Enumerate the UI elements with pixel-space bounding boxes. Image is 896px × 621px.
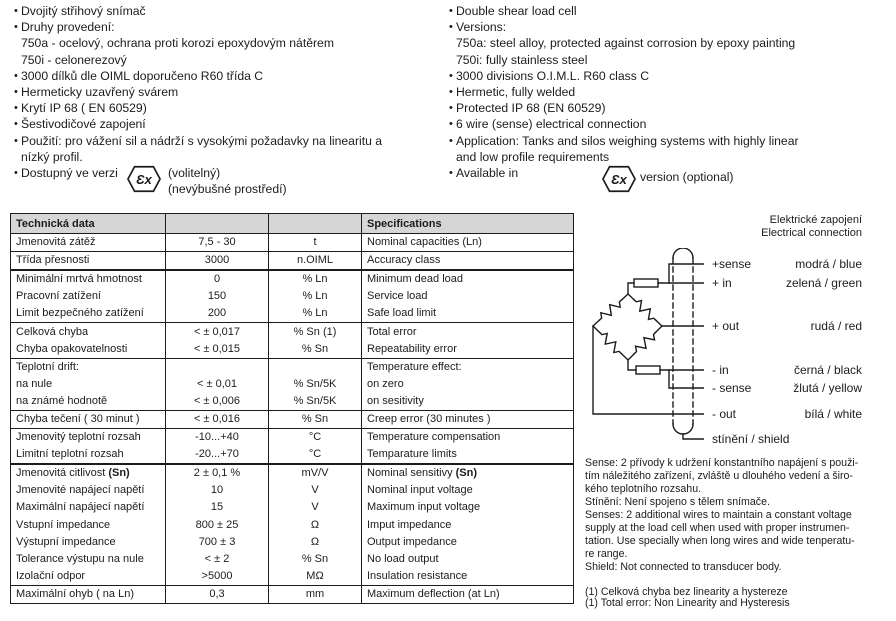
bullet-item	[443, 19, 895, 35]
bullet-dot: •	[449, 69, 453, 82]
bullet-dot: •	[14, 86, 18, 99]
header-czech: Technická data	[11, 214, 166, 234]
cell-value: 15	[166, 499, 269, 516]
bullet-dot: •	[14, 167, 18, 180]
cell-unit: % Sn/5K	[269, 376, 362, 393]
cell-czech-label: Minimální mrtvá hmotnost	[16, 273, 142, 286]
ex-version-suffix: version (optional)	[640, 170, 734, 185]
cell-czech-label: Teplotní drift:	[16, 360, 79, 373]
bullet-text: 3000 divisions O.I.M.L. R60 class C	[456, 68, 650, 83]
table-row	[11, 358, 574, 376]
cell-czech-label: Jmenovité napájecí napětí	[16, 484, 145, 497]
cell-czech-label: na nule	[16, 377, 53, 390]
cell-value: 200	[166, 305, 269, 323]
bullet-dot: •	[449, 118, 453, 131]
cell-unit: % Sn	[269, 551, 362, 568]
bullet-text: Protected IP 68 (EN 60529)	[456, 101, 606, 116]
cell-czech-label: Jmenovitý teplotní rozsah	[16, 431, 141, 444]
table-row	[11, 585, 574, 603]
cell-unit: V	[269, 499, 362, 516]
ex-note-optional: (volitelný)	[168, 166, 221, 181]
cell-unit: °C	[269, 429, 362, 447]
cell-english-label: Insulation resistance	[362, 568, 574, 586]
note-line: tation. Use specially when long wires and wide tenperatu-	[585, 535, 855, 547]
cell-value: 3000	[166, 252, 269, 271]
ex-version-notes	[168, 165, 287, 197]
footnote-english: (1) Total error: Non Linearity and Hysteresis	[585, 596, 790, 609]
cell-english-label: Maximum deflection (at Ln)	[362, 585, 574, 603]
cell-value: < ± 0,017	[166, 323, 269, 341]
cell-value: 0	[166, 270, 269, 288]
cell-unit: Ω	[269, 517, 362, 534]
bullet-text: 750a - ocelový, ochrana proti korozi epoxydovým nátěrem	[21, 36, 334, 51]
bullet-item	[443, 84, 895, 100]
ex-version-text: Dostupný ve verzi	[21, 166, 118, 181]
cell-value: < ± 0,01	[166, 376, 269, 393]
bullet-text: Double shear load cell	[456, 4, 577, 18]
cell-czech-label: Maximální napájecí napětí	[16, 501, 145, 514]
note-line: Senses: 2 additional wires to maintain a constant voltage	[585, 509, 852, 521]
strain-gauge-resistor-icon	[596, 297, 624, 324]
diagram-title-czech: Elektrické zapojení	[769, 214, 862, 226]
bullet-item	[8, 133, 444, 149]
table-row	[11, 517, 574, 534]
bullet-continuation	[8, 52, 444, 68]
cell-unit: % Sn	[269, 341, 362, 359]
table-row	[11, 341, 574, 359]
cell-value: < ± 0,016	[166, 410, 269, 428]
sense-shield-notes	[585, 457, 858, 574]
wire-label-plus-in: + in	[712, 276, 732, 290]
bullet-text: Hermeticky uzavřený svárem	[21, 85, 179, 100]
cell-value: 7,5 - 30	[166, 234, 269, 252]
spec-table-header-row	[11, 214, 574, 234]
cell-unit: % Sn	[269, 410, 362, 428]
cell-english-label: on zero	[362, 376, 574, 393]
cell-czech-label: Tolerance výstupu na nule	[16, 552, 144, 565]
cell-czech-label: Maximální ohyb ( na Ln)	[16, 587, 134, 600]
wire-color-red: rudá / red	[810, 319, 862, 333]
strain-gauge-resistor-icon	[597, 329, 625, 356]
wire-label-minus-in: - in	[712, 363, 729, 377]
wire-label-minus-out: - out	[712, 407, 737, 421]
bullet-item	[8, 116, 444, 132]
cell-english-label: Minimum dead load	[362, 270, 574, 288]
cell-english-label: Maximum input voltage	[362, 499, 574, 516]
bullet-dot: •	[449, 86, 453, 99]
table-row	[11, 234, 574, 252]
note-line: Shield: Not connected to transducer body.	[585, 561, 782, 573]
cell-english-label: Safe load limit	[362, 305, 574, 323]
cell-english-label: Nominal sensitivy (Sn)	[362, 464, 574, 482]
cell-unit: °C	[269, 446, 362, 464]
note-line: Stínění: Není spojeno s tělem snímače.	[585, 496, 770, 508]
bullet-text: 3000 dílků dle OIML doporučeno R60 třída C	[21, 68, 264, 83]
cell-unit: t	[269, 234, 362, 252]
bullet-dot: •	[449, 21, 453, 34]
note-line: Sense: 2 přívody k udržení konstantního napájení s použi-	[585, 457, 859, 469]
cell-value	[166, 358, 269, 376]
bullet-dot: •	[449, 134, 453, 147]
features-list-czech	[8, 3, 444, 197]
cell-english-label: Accuracy class	[362, 252, 574, 271]
table-row	[11, 429, 574, 447]
bullet-item	[443, 133, 895, 149]
bullet-item	[443, 3, 895, 19]
compensation-resistor-icon	[636, 366, 660, 374]
table-row	[11, 252, 574, 271]
cell-unit: n.OIML	[269, 252, 362, 271]
cell-czech-label: Chyba opakovatelnosti	[11, 341, 166, 359]
compensation-resistor-icon	[634, 279, 658, 287]
diagram-title-english: Electrical connection	[761, 227, 862, 239]
cell-czech-label: Třída přesnosti	[11, 252, 166, 271]
bullet-item	[8, 19, 444, 35]
table-row	[11, 464, 574, 482]
bullet-dot: •	[14, 102, 18, 115]
shield-wire	[683, 434, 704, 439]
wire-label-minus-sense: - sense	[712, 381, 752, 395]
cell-unit: % Ln	[269, 288, 362, 305]
bullet-text: and low profile requirements	[456, 149, 610, 164]
bullet-text: Dvojitý střihový snímač	[21, 4, 146, 18]
ex-version-row-czech	[8, 165, 444, 197]
table-row	[11, 288, 574, 305]
spec-table	[10, 213, 574, 604]
bullet-continuation	[8, 35, 444, 51]
cell-value: 800 ± 25	[166, 517, 269, 534]
cell-czech-label: Chyba tečení ( 30 minut )	[11, 410, 166, 428]
cell-value: 10	[166, 482, 269, 499]
cell-english-label: Temparature limits	[362, 446, 574, 464]
ex-note-environment: (nevýbušné prostředí)	[168, 182, 287, 197]
cell-value: -10...+40	[166, 429, 269, 447]
features-list-english	[443, 3, 895, 193]
cell-value: < ± 0,006	[166, 393, 269, 411]
bullet-continuation	[443, 52, 895, 68]
cell-value: 700 ± 3	[166, 534, 269, 551]
bullet-item	[443, 100, 895, 116]
wire-color-yellow: žlutá / yellow	[793, 381, 862, 395]
header-value	[166, 214, 269, 234]
bullet-text: Application: Tanks and silos weighing systems with highly linear	[456, 133, 799, 148]
table-row	[11, 551, 574, 568]
wire-color-green: zelená / green	[785, 276, 862, 290]
bullet-dot: •	[14, 69, 18, 82]
bullet-continuation	[443, 149, 895, 165]
table-row	[11, 393, 574, 411]
note-line: tím náležitého zařízení, zvláště u dlouhého vedení a širo-	[585, 470, 853, 482]
bullet-dot: •	[14, 118, 18, 131]
cell-unit: % Ln	[269, 270, 362, 288]
bridge-edges	[593, 294, 662, 360]
cell-value: -20...+70	[166, 446, 269, 464]
wire-color-blue: modrá / blue	[795, 257, 862, 271]
bullet-text: Použití: pro vážení sil a nádrží s vysokými požadavky na linearitu a	[21, 133, 383, 148]
wire-color-black: černá / black	[793, 363, 862, 377]
wire-color-white: bílá / white	[804, 407, 862, 421]
diagram-title	[620, 214, 862, 240]
cell-czech-label: Limit bezpečného zatížení	[11, 305, 166, 323]
cell-english-label: Output impedance	[362, 534, 574, 551]
bullet-text: Druhy provedení:	[21, 20, 115, 35]
cell-czech-label: Vstupní impedance	[16, 518, 111, 531]
table-row	[11, 376, 574, 393]
cell-czech-label: Izolační odpor	[11, 568, 166, 586]
cell-unit: mV/V	[269, 464, 362, 482]
footnotes	[585, 587, 790, 609]
cell-czech-label: Pracovní zatížení	[16, 290, 101, 303]
cell-unit: % Sn (1)	[269, 323, 362, 341]
table-row	[11, 410, 574, 428]
footnote-czech: (1) Celková chyba bez linearity a hystereze	[585, 586, 788, 598]
wire-label-shield: stínění / shield	[712, 432, 790, 446]
cell-english-label: Repeatability error	[362, 341, 574, 359]
cell-english-label: No load output	[362, 551, 574, 568]
cell-czech-label: Jmenovitá zátěž	[11, 234, 166, 252]
cell-english-label: on sesitivity	[362, 393, 574, 411]
table-row	[11, 482, 574, 499]
atex-ex-icon	[602, 165, 636, 193]
bullet-text: nízký profil.	[21, 149, 83, 164]
table-row	[11, 446, 574, 464]
cell-value: >5000	[166, 568, 269, 586]
bullet-text: 750i: fully stainless steel	[456, 52, 588, 67]
bullet-item	[8, 84, 444, 100]
cell-english-label: Imput impedance	[362, 517, 574, 534]
table-row	[11, 499, 574, 516]
cell-english-label: Total error	[362, 323, 574, 341]
cell-unit: % Ln	[269, 305, 362, 323]
wire-label-plus-sense: +sense	[712, 257, 752, 271]
cell-value: < ± 0,015	[166, 341, 269, 359]
cell-english-label: Nominal capacities (Ln)	[362, 234, 574, 252]
table-row	[11, 323, 574, 341]
cell-unit: MΩ	[269, 568, 362, 586]
bullet-text: 6 wire (sense) electrical connection	[456, 117, 647, 132]
bullet-lines-czech	[8, 3, 444, 165]
bullet-dot: •	[14, 21, 18, 34]
bullet-text: Krytí IP 68 ( EN 60529)	[21, 101, 147, 116]
cell-value: < ± 2	[166, 551, 269, 568]
cell-czech-label: Limitní teplotní rozsah	[11, 446, 166, 464]
svg-text:Ɛx: Ɛx	[136, 172, 152, 188]
cell-czech-label: Celková chyba	[16, 325, 89, 338]
bullet-dot: •	[14, 5, 18, 17]
bullet-dot: •	[449, 5, 453, 17]
cell-value: 150	[166, 288, 269, 305]
bullet-continuation	[8, 149, 444, 165]
cell-english-label: Creep error (30 minutes )	[362, 410, 574, 428]
bullet-item	[8, 68, 444, 84]
bullet-dot: •	[449, 102, 453, 115]
bullet-dot: •	[449, 167, 453, 180]
cell-value: 2 ± 0,1 %	[166, 464, 269, 482]
cell-unit: Ω	[269, 534, 362, 551]
table-row	[11, 270, 574, 288]
header-english: Specifications	[362, 214, 574, 234]
wire-label-plus-out: + out	[712, 319, 740, 333]
bullet-continuation	[443, 35, 895, 51]
cell-english-label: Nominal input voltage	[362, 482, 574, 499]
cell-value: 0,3	[166, 585, 269, 603]
bullet-text: Hermetic, fully welded	[456, 85, 576, 100]
bullet-text: Šestivodičové zapojení	[21, 117, 146, 132]
note-line: supply at the load cell when used with proper instrumen-	[585, 522, 850, 534]
header-unit	[269, 214, 362, 234]
cell-english-label: Temperature effect:	[362, 358, 574, 376]
cell-english-label: Temperature compensation	[362, 429, 574, 447]
note-line: kého teplotního rozsahu.	[585, 483, 702, 495]
bullet-lines-english	[443, 3, 895, 165]
bullet-text: Versions:	[456, 20, 507, 35]
cell-czech-label: na známé hodnotě	[11, 393, 166, 411]
cell-english-label: Service load	[362, 288, 574, 305]
svg-text:Ɛx: Ɛx	[611, 172, 627, 188]
cell-unit: mm	[269, 585, 362, 603]
cell-unit	[269, 358, 362, 376]
bullet-text: 750a: steel alloy, protected against corrosion by epoxy painting	[456, 36, 796, 51]
bullet-item	[443, 68, 895, 84]
strain-gauge-resistor-icon	[631, 296, 659, 323]
strain-gauge-resistor-icon	[631, 329, 659, 357]
note-line: re range.	[585, 548, 628, 560]
cell-czech-label: Jmenovitá citlivost (Sn)	[16, 467, 130, 480]
table-row	[11, 305, 574, 323]
table-row	[11, 568, 574, 586]
wheatstone-bridge-diagram	[586, 248, 704, 444]
bullet-dot: •	[14, 134, 18, 147]
cell-unit: V	[269, 482, 362, 499]
bullet-item	[8, 3, 444, 19]
bullet-text: 750i - celonerezový	[21, 52, 127, 67]
bullet-item	[443, 116, 895, 132]
cell-unit: % Sn/5K	[269, 393, 362, 411]
ex-version-text: Available in	[456, 166, 519, 181]
ex-version-row-english	[443, 165, 895, 193]
table-row	[11, 534, 574, 551]
cell-czech-label: Výstupní impedance	[16, 535, 116, 548]
bullet-item	[8, 100, 444, 116]
atex-ex-icon	[127, 165, 161, 193]
